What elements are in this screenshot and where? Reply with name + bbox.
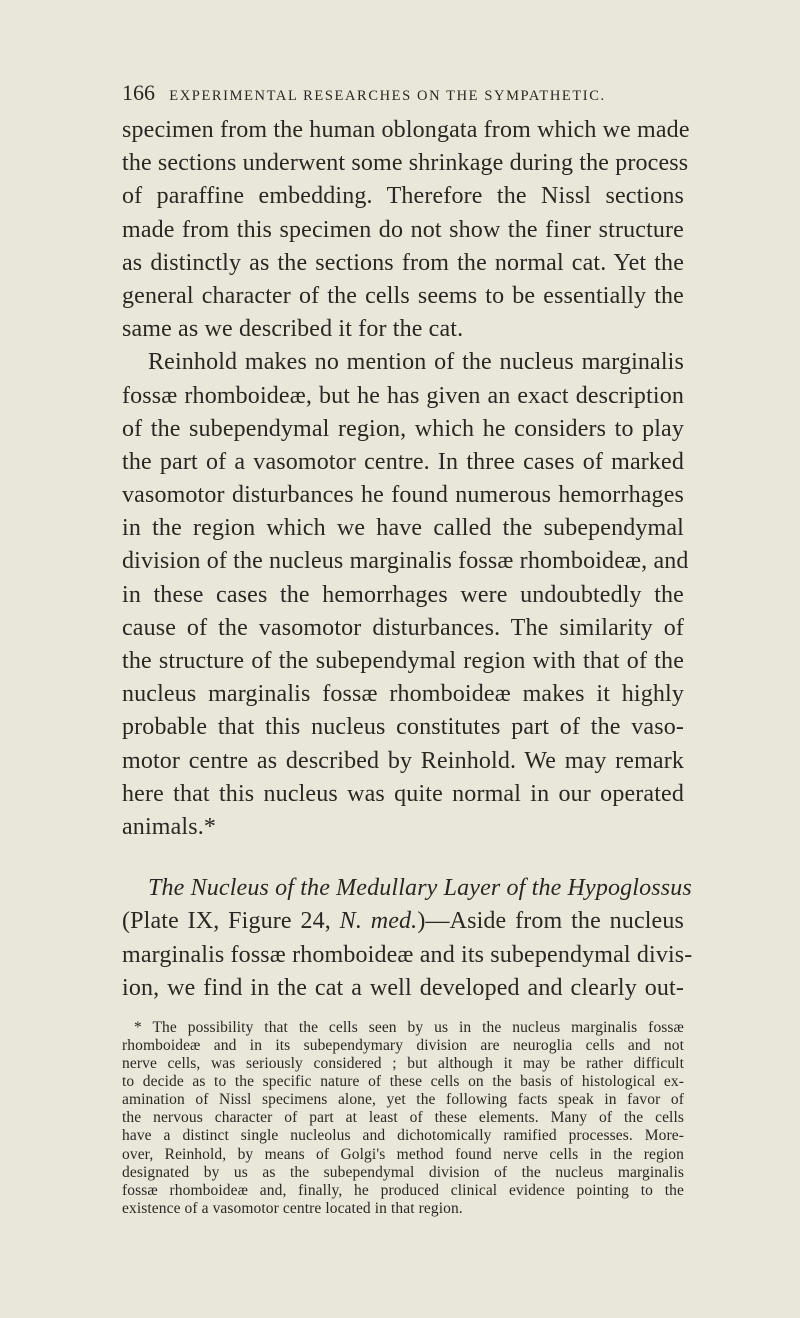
text-line: here that this nucleus was quite normal in our operated bbox=[122, 780, 684, 807]
footnote-line: existence of a vasomotor centre located in that region. bbox=[122, 1199, 463, 1217]
text-line: made from this specimen do not show the finer structure bbox=[122, 216, 684, 243]
text-line: the structure of the subependymal region with that of the bbox=[122, 648, 684, 674]
footnote-line: over, Reinhold, by means of Golgi's method found nerve cells in the region bbox=[122, 1145, 684, 1163]
footnote-line: amination of Nissl specimens alone, yet the following facts speak in favor of bbox=[122, 1091, 684, 1109]
text-line: of paraffine embedding. Therefore the Nissl sections bbox=[122, 183, 684, 210]
text-line: as distinctly as the sections from the normal cat. Yet the bbox=[122, 249, 684, 276]
text-line: same as we described it for the cat. bbox=[122, 316, 464, 343]
footnote-line: fossæ rhomboideæ and, finally, he produced clinical evidence pointing to the bbox=[122, 1181, 684, 1199]
text-line: vasomotor disturbances he found numerous hemorrhages bbox=[122, 482, 684, 509]
paragraph-2 bbox=[122, 346, 689, 844]
section-spacer bbox=[122, 844, 684, 872]
text-run: )—Aside from the nucleus bbox=[417, 908, 685, 935]
footnote-line: designated by us as the subependymal division of the nucleus marginalis bbox=[122, 1163, 684, 1181]
footnote-line: nerve cells, was seriously considered ; but although it may be rather difficult bbox=[122, 1055, 684, 1073]
text-line: nucleus marginalis fossæ rhomboideæ makes it highly bbox=[122, 681, 684, 708]
section-paragraph bbox=[122, 872, 693, 1005]
text-line: motor centre as described by Reinhold. We may remark bbox=[122, 747, 684, 774]
plate-reference: (Plate IX, Figure 24, bbox=[122, 908, 340, 935]
text-line: Reinhold makes no mention of the nucleus marginalis bbox=[148, 349, 684, 376]
text-line: probable that this nucleus constitutes part of the vaso- bbox=[122, 714, 684, 741]
text-line bbox=[122, 905, 684, 938]
text-line: division of the nucleus marginalis fossæ rhomboideæ, and bbox=[122, 548, 689, 575]
text-line: in these cases the hemorrhages were undoubtedly the bbox=[122, 581, 684, 608]
footnote bbox=[122, 1019, 684, 1218]
footnote-line: the nervous character of part at least of these elements. Many of the cells bbox=[122, 1109, 684, 1127]
text-line: fossæ rhomboideæ, but he has given an exact description bbox=[122, 382, 684, 409]
text-line: the part of a vasomotor centre. In three cases of marked bbox=[122, 448, 684, 475]
page-body bbox=[122, 114, 693, 1218]
paragraph-1 bbox=[122, 114, 690, 346]
footnote-line: rhomboideæ and in its subependymary division are neuroglia cells and not bbox=[122, 1036, 684, 1054]
footnote-line: to decide as to the specific nature of these cells on the basis of histological ex- bbox=[122, 1073, 684, 1091]
page-number: 166 bbox=[122, 80, 155, 105]
text-line: ion, we find in the cat a well developed and clearly out- bbox=[122, 974, 684, 1001]
text-line: general character of the cells seems to be essentially the bbox=[122, 282, 684, 309]
text-line: cause of the vasomotor disturbances. The similarity of bbox=[122, 614, 684, 641]
footnote-line: * The possibility that the cells seen by us in the nucleus marginalis fossæ bbox=[134, 1018, 684, 1036]
footnote-line: have a distinct single nucleolus and dichotomically ramified processes. More- bbox=[122, 1127, 684, 1145]
abbreviation: N. med. bbox=[339, 908, 418, 935]
section-heading: The Nucleus of the Medullary Layer of the Hypoglossus bbox=[148, 875, 692, 902]
running-head bbox=[122, 80, 680, 106]
text-line: of the subependymal region, which he considers to play bbox=[122, 415, 684, 442]
text-line: marginalis fossæ rhomboideæ and its subependymal divis- bbox=[122, 941, 693, 968]
text-line: the sections underwent some shrinkage during the process bbox=[122, 150, 689, 177]
text-line: specimen from the human oblongata from which we made bbox=[122, 117, 690, 143]
running-title: EXPERIMENTAL RESEARCHES ON THE SYMPATHETIC. bbox=[169, 88, 606, 104]
text-line: animals.* bbox=[122, 813, 216, 840]
text-line: in the region which we have called the subependymal bbox=[122, 515, 684, 542]
